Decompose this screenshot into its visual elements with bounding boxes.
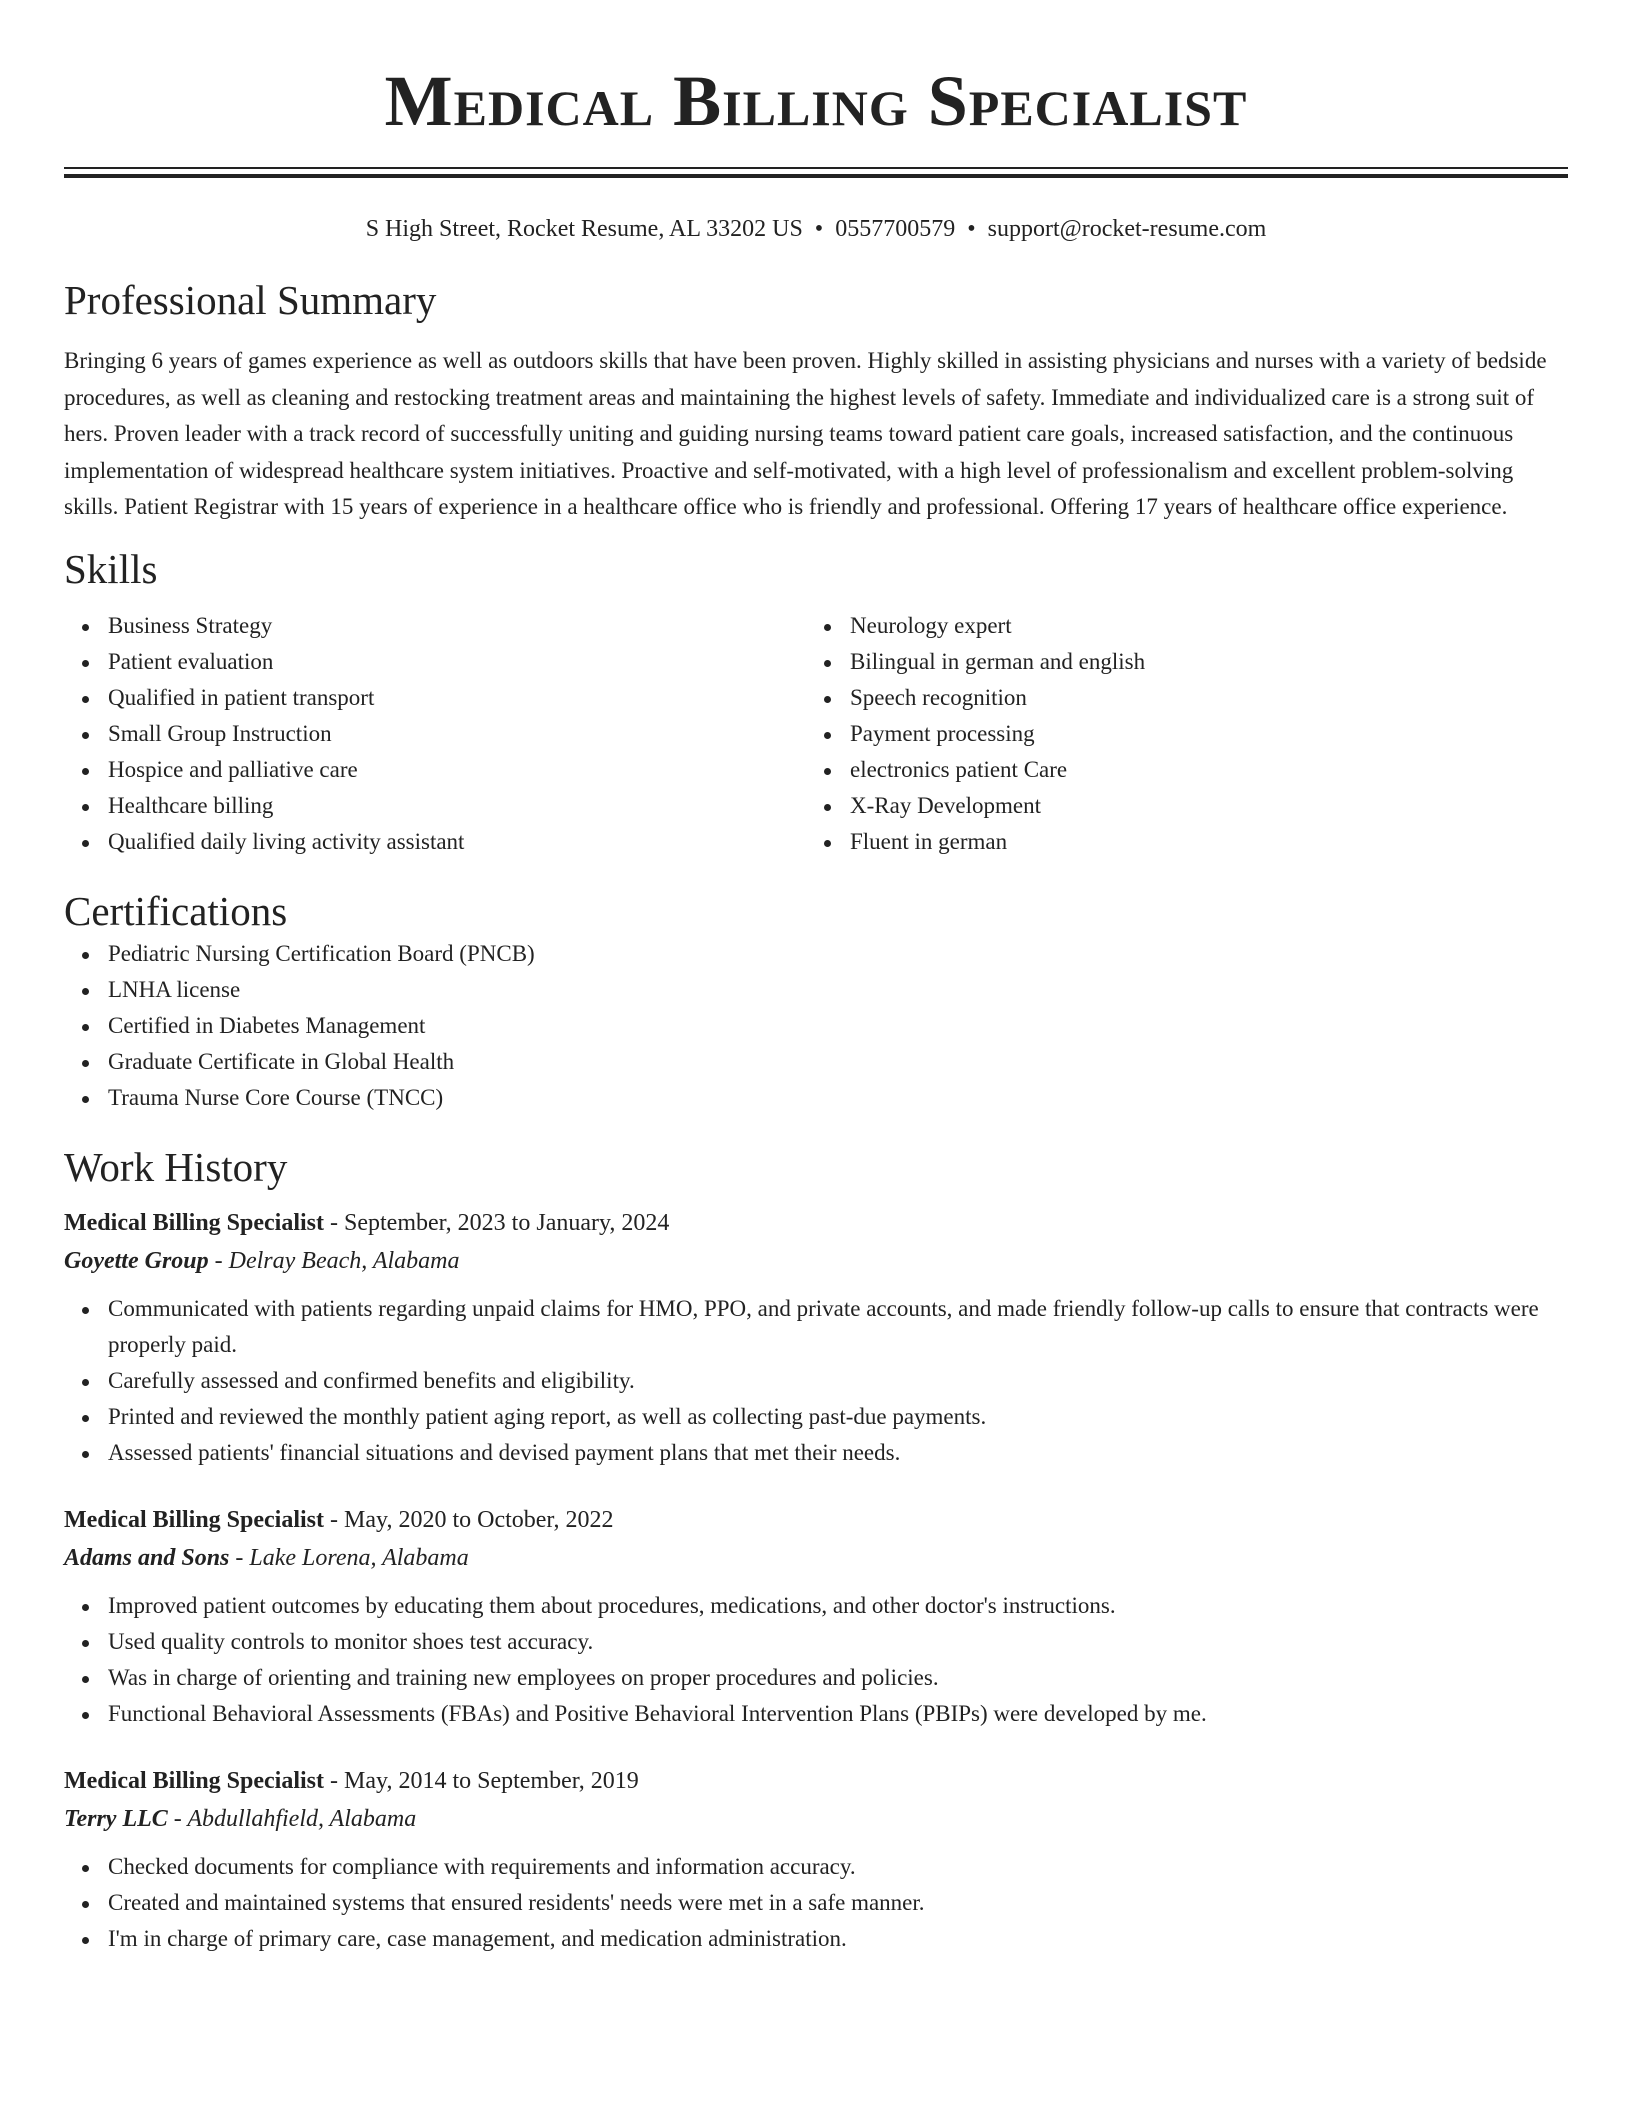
job-employer <box>64 1242 1568 1280</box>
job-duty: Communicated with patients regarding unpaid claims for HMO, PPO, and private accounts, and made friendly follow-up calls to ensure that contracts were properly paid. <box>64 1291 1568 1363</box>
job-duty: Used quality controls to monitor shoes test accuracy. <box>64 1624 1568 1660</box>
job-role: Medical Billing Specialist <box>64 1209 325 1236</box>
job-duty: Created and maintained systems that ensured residents' needs were met in a safe manner. <box>64 1885 1568 1921</box>
skill-item: Small Group Instruction <box>64 716 806 752</box>
job-duty: Assessed patients' financial situations and devised payment plans that met their needs. <box>64 1435 1568 1471</box>
job-location: - Abdullahfield, Alabama <box>167 1805 417 1832</box>
job-duty: Functional Behavioral Assessments (FBAs) and Positive Behavioral Intervention Plans (PBIPs) were developed by me. <box>64 1696 1568 1732</box>
summary-text: Bringing 6 years of games experience as well as outdoors skills that have been proven. Highly skilled in assisting physicians and nurses with a variety of bedside procedures, as well as cleaning and restocking treatment areas and maintaining the highest levels of safety. Immediate and individualized care is a strong suit of hers. Proven leader with a track record of successfully uniting and guiding nursing teams toward patient care goals, increased satisfaction, and the continuous implementation of widespread healthcare system initiatives. Proactive and self-motivated, with a high level of professionalism and excellent problem-solving skills. Patient Registrar with 15 years of experience in a healthcare office who is friendly and professional. Offering 17 years of healthcare office experience. <box>64 348 1547 519</box>
certifications-heading: Certifications <box>64 887 288 934</box>
job-entry <box>64 1501 1568 1732</box>
skills-columns <box>64 608 1568 860</box>
job-location: - Delray Beach, Alabama <box>208 1247 460 1274</box>
header-divider-thick <box>64 174 1568 178</box>
certification-item: Pediatric Nursing Certification Board (PNCB) <box>64 936 1568 972</box>
summary-heading: Professional Summary <box>64 277 437 323</box>
job-employer <box>64 1539 1568 1577</box>
job-duties <box>64 1588 1568 1732</box>
certification-item: Trauma Nurse Core Course (TNCC) <box>64 1080 1568 1116</box>
job-duty: I'm in charge of primary care, case management, and medication administration. <box>64 1921 1568 1957</box>
skill-item: Business Strategy <box>64 608 806 644</box>
skill-item: Qualified in patient transport <box>64 680 806 716</box>
skill-item: Speech recognition <box>806 680 1548 716</box>
contact-email: support@rocket-resume.com <box>987 216 1267 242</box>
job-duty: Printed and reviewed the monthly patient aging report, as well as collecting past-due payments. <box>64 1399 1568 1435</box>
skills-list-right <box>806 608 1548 860</box>
job-location: - Lake Lorena, Alabama <box>229 1544 469 1571</box>
job-duties <box>64 1291 1568 1471</box>
skills-heading: Skills <box>64 545 158 592</box>
skill-item: Qualified daily living activity assistant <box>64 824 806 860</box>
job-duty: Was in charge of orienting and training new employees on proper procedures and policies. <box>64 1660 1568 1696</box>
contact-phone: 0557700579 <box>835 216 956 242</box>
job-company: Goyette Group <box>64 1247 209 1274</box>
header-divider-thin <box>64 167 1568 169</box>
job-role: Medical Billing Specialist <box>64 1506 325 1533</box>
job-duty: Improved patient outcomes by educating them about procedures, medications, and other doctor's instructions. <box>64 1588 1568 1624</box>
certification-item: Certified in Diabetes Management <box>64 1008 1568 1044</box>
job-entry <box>64 1204 1568 1471</box>
skill-item: Healthcare billing <box>64 788 806 824</box>
job-dates: - May, 2014 to September, 2019 <box>324 1767 639 1794</box>
skill-item: Hospice and palliative care <box>64 752 806 788</box>
job-entry <box>64 1762 1568 1957</box>
contact-address: S High Street, Rocket Resume, AL 33202 US <box>365 216 803 242</box>
contact-line <box>64 214 1568 244</box>
certifications-list <box>64 936 1568 1116</box>
skill-item: Bilingual in german and english <box>806 644 1548 680</box>
skill-item: Patient evaluation <box>64 644 806 680</box>
work-history-heading: Work History <box>64 1143 288 1190</box>
job-dates: - May, 2020 to October, 2022 <box>324 1506 614 1533</box>
header-divider <box>64 167 1568 177</box>
certification-item: Graduate Certificate in Global Health <box>64 1044 1568 1080</box>
skill-item: X-Ray Development <box>806 788 1548 824</box>
job-duty: Carefully assessed and confirmed benefits and eligibility. <box>64 1363 1568 1399</box>
skills-list-left <box>64 608 806 860</box>
job-company: Adams and Sons <box>64 1544 230 1571</box>
job-duties <box>64 1849 1568 1957</box>
skill-item: electronics patient Care <box>806 752 1548 788</box>
skill-item: Payment processing <box>806 716 1548 752</box>
job-role: Medical Billing Specialist <box>64 1767 325 1794</box>
job-company: Terry LLC <box>64 1805 168 1832</box>
contact-separator: • <box>814 216 824 242</box>
skill-item: Fluent in german <box>806 824 1548 860</box>
job-employer <box>64 1800 1568 1838</box>
certification-item: LNHA license <box>64 972 1568 1008</box>
resume-page <box>64 0 1568 1957</box>
job-header <box>64 1762 1568 1800</box>
job-dates: - September, 2023 to January, 2024 <box>324 1209 670 1236</box>
job-duty: Checked documents for compliance with requirements and information accuracy. <box>64 1849 1568 1885</box>
job-header <box>64 1204 1568 1242</box>
skill-item: Neurology expert <box>806 608 1548 644</box>
job-header <box>64 1501 1568 1539</box>
resume-name: Medical Billing Specialist <box>384 61 1248 141</box>
contact-separator: • <box>967 216 976 242</box>
